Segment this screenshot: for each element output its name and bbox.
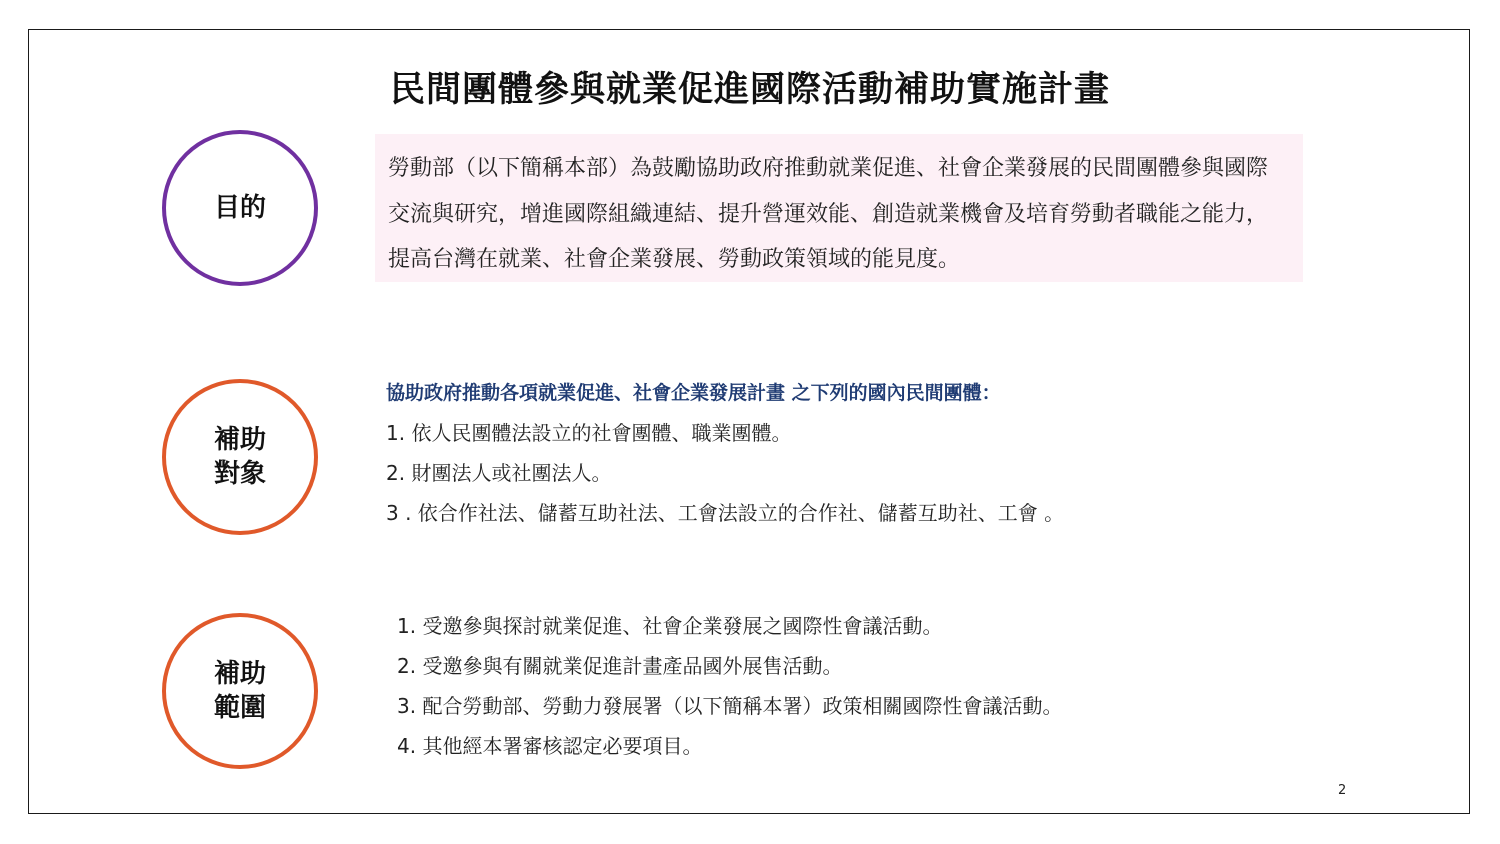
- scope-section: [397, 606, 1317, 766]
- purpose-text: 勞動部（以下簡稱本部）為鼓勵協助政府推動就業促進、社會企業發展的民間團體參與國際交流與研究，增進國際組織連結、提升營運效能、創造就業機會及培育勞動者職能之能力，提高台灣在就業、社會企業發展、勞動政策領域的能見度。: [388, 156, 1269, 272]
- purpose-text-box: [375, 134, 1303, 282]
- page-title: 民間團體參與就業促進國際活動補助實施計畫: [389, 70, 1110, 110]
- scope-list-item: 3. 配合勞動部、勞動力發展署（以下簡稱本署）政策相關國際性會議活動。: [397, 694, 1063, 718]
- target-label: 補助 對象: [213, 425, 266, 489]
- purpose-circle: [162, 130, 318, 286]
- target-section: [386, 376, 1306, 533]
- page-number: 2: [1338, 783, 1347, 798]
- scope-list-item: 2. 受邀參與有關就業促進計畫產品國外展售活動。: [397, 654, 843, 678]
- target-list-item: 2. 財團法人或社團法人。: [386, 461, 612, 485]
- target-circle: [162, 379, 318, 535]
- scope-list-item: 1. 受邀參與探討就業促進、社會企業發展之國際性會議活動。: [397, 614, 943, 638]
- scope-circle: [162, 613, 318, 769]
- purpose-label: 目的: [213, 193, 266, 223]
- scope-list-item: 4. 其他經本署審核認定必要項目。: [397, 734, 703, 758]
- target-heading: 協助政府推動各項就業促進、社會企業發展計畫 之下列的國內民間團體：: [386, 382, 1001, 404]
- target-list-item: 1. 依人民團體法設立的社會團體、職業團體。: [386, 421, 792, 445]
- scope-label: 補助 範圍: [213, 659, 266, 723]
- target-list-item: 3 . 依合作社法、儲蓄互助社法、工會法設立的合作社、儲蓄互助社、工會 。: [386, 501, 1065, 525]
